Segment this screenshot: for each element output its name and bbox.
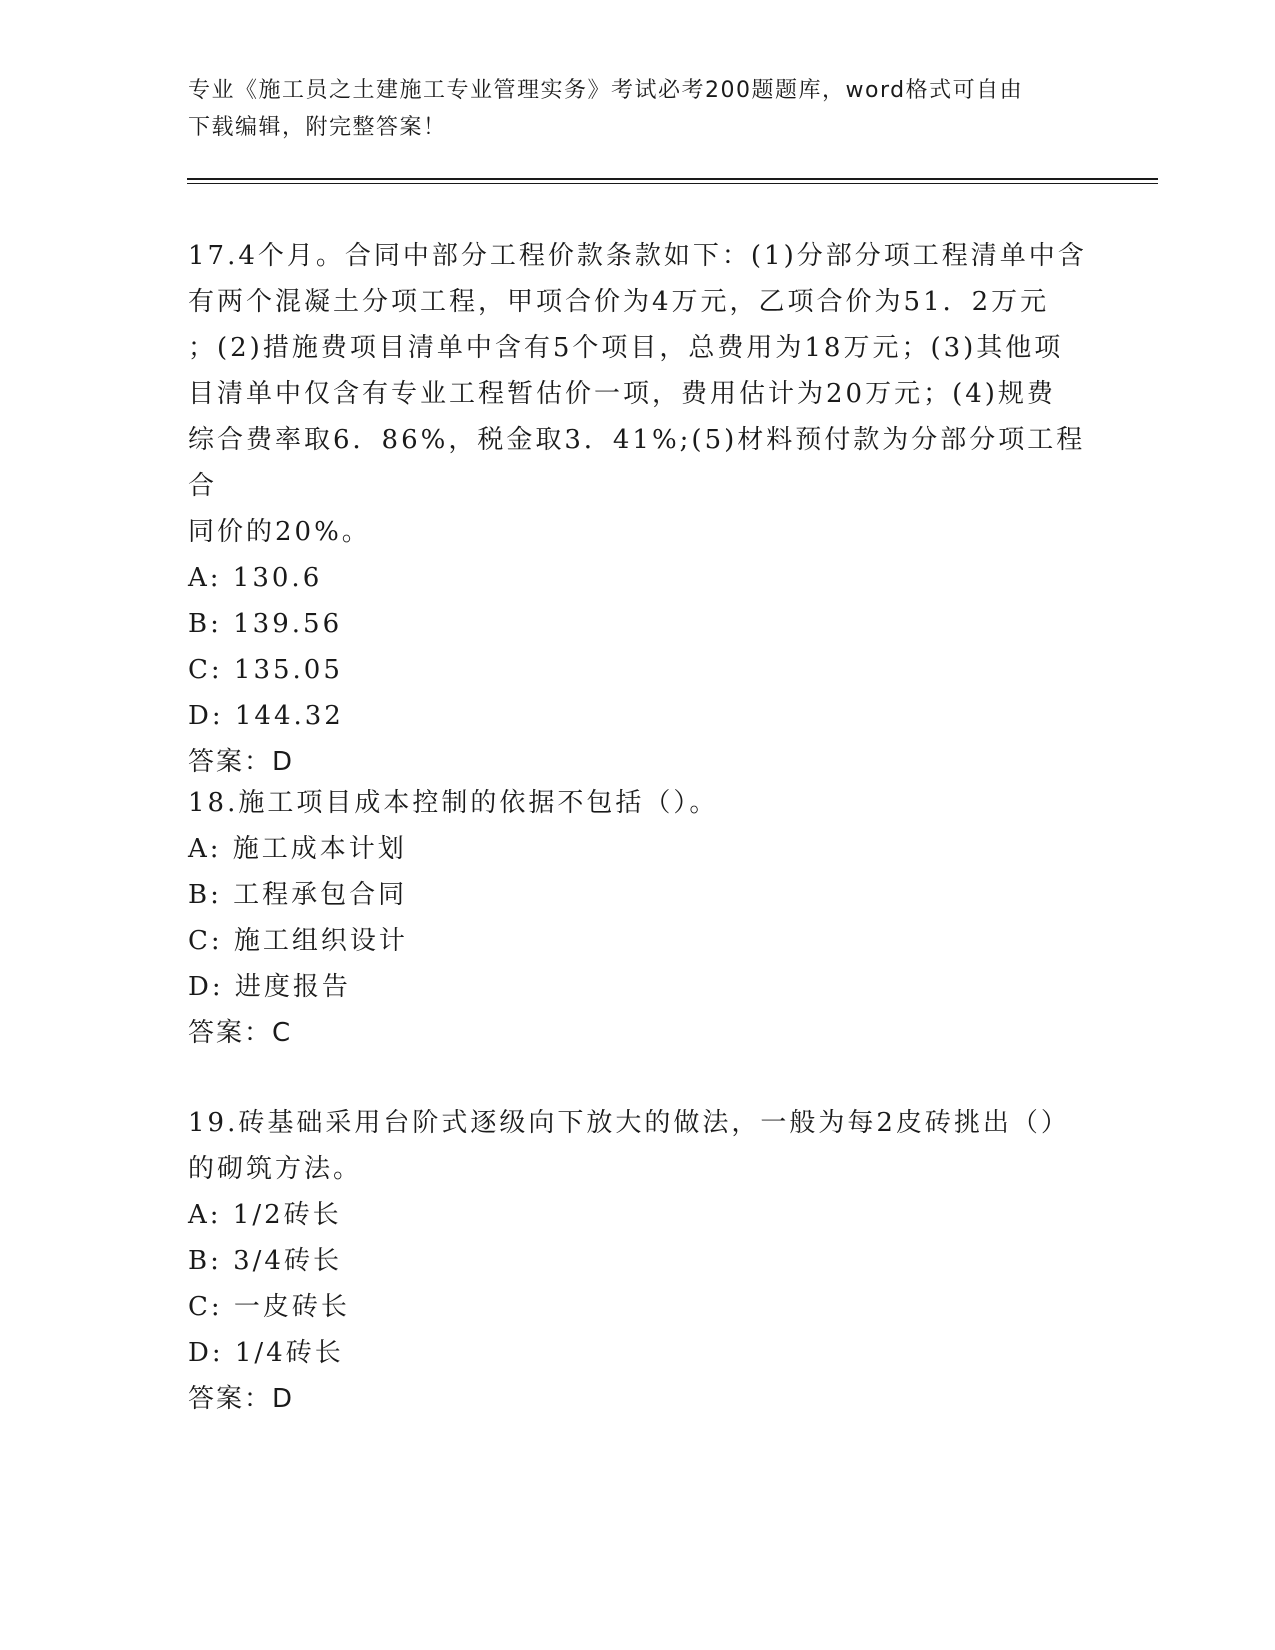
question-17-line-3: ；(2)措施费项目清单中含有5个项目，总费用为18万元；(3)其他项 bbox=[188, 333, 1064, 363]
question-19-option-a: A: 1/2砖长 bbox=[188, 1200, 342, 1230]
question-17 bbox=[188, 233, 1088, 785]
document-intro bbox=[188, 72, 1088, 146]
question-17-line-2: 有两个混凝土分项工程，甲项合价为4万元，乙项合价为51．2万元 bbox=[188, 287, 1050, 317]
question-17-line-1: 17.4个月。合同中部分工程价款条款如下：(1)分部分项工程清单中含 bbox=[188, 241, 1087, 271]
question-17-option-a: A: 130.6 bbox=[188, 563, 323, 593]
question-18-line-1: 18.施工项目成本控制的依据不包括（）。 bbox=[188, 788, 719, 818]
question-19-line-1: 19.砖基础采用台阶式逐级向下放大的做法，一般为每2皮砖挑出（） bbox=[188, 1108, 1070, 1138]
question-17-answer: 答案：D bbox=[188, 747, 295, 777]
question-19-option-b: B: 3/4砖长 bbox=[188, 1246, 342, 1276]
question-19 bbox=[188, 1100, 1088, 1422]
question-18-option-d: D: 进度报告 bbox=[188, 972, 351, 1002]
question-18-option-a: A: 施工成本计划 bbox=[188, 834, 407, 864]
header-divider-thin bbox=[187, 183, 1158, 184]
question-18 bbox=[188, 780, 1088, 1056]
header-divider-thick bbox=[187, 178, 1158, 180]
question-18-answer: 答案：C bbox=[188, 1018, 293, 1048]
question-17-line-4: 目清单中仅含有专业工程暂估价一项，费用估计为20万元；(4)规费 bbox=[188, 379, 1056, 409]
question-17-option-c: C: 135.05 bbox=[188, 655, 343, 685]
intro-line-2: 下载编辑，附完整答案！ bbox=[188, 115, 447, 140]
intro-line-1: 专业《施工员之土建施工专业管理实务》考试必考200题题库，word格式可自由 bbox=[188, 78, 1024, 103]
question-17-option-b: B: 139.56 bbox=[188, 609, 343, 639]
question-19-option-c: C: 一皮砖长 bbox=[188, 1292, 350, 1322]
question-19-line-2: 的砌筑方法。 bbox=[188, 1154, 363, 1184]
question-18-option-b: B: 工程承包合同 bbox=[188, 880, 408, 910]
question-18-option-c: C: 施工组织设计 bbox=[188, 926, 408, 956]
question-17-line-6: 同价的20%。 bbox=[188, 517, 371, 547]
question-17-option-d: D: 144.32 bbox=[188, 701, 344, 731]
question-19-option-d: D: 1/4砖长 bbox=[188, 1338, 344, 1368]
question-17-line-5: 综合费率取6．86%，税金取3．41%;(5)材料预付款为分部分项工程合 bbox=[188, 425, 1086, 501]
question-19-answer: 答案：D bbox=[188, 1384, 295, 1414]
